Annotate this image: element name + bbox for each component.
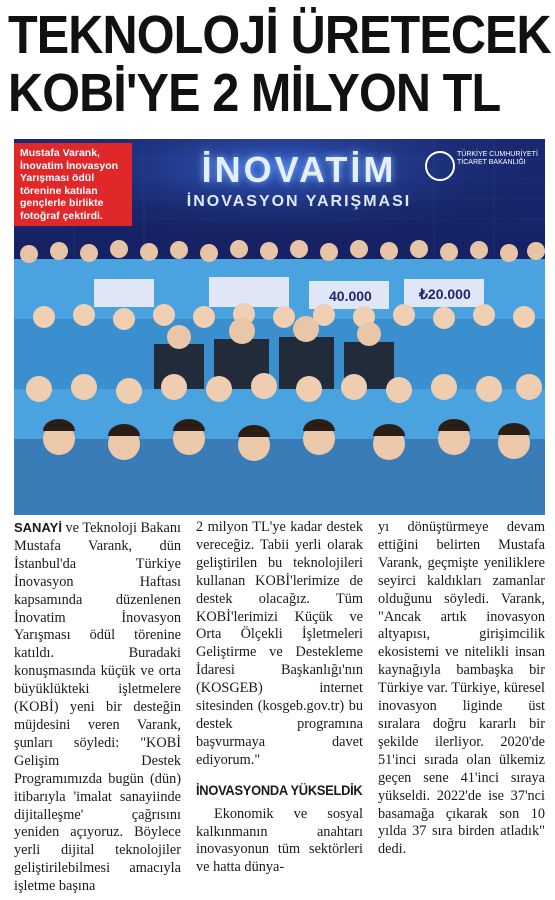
banner-subtitle: İNOVASYON YARIŞMASI (186, 193, 412, 210)
column-2-text: 2 milyon TL'ye kadar destek vereceğiz. Tabii yerli olarak geliştirilen bu teknolojileri kullanan KOBİ'lerimize de destek olacağız. Tüm KOBİ'lerimizi Küçük ve Orta Ölçekli İşletmeleri Geliştirme ve Destekleme İdaresi Başkanlığı'nın (KOSGEB) internet sitesinden (kosgeb.gov.tr) bu destek programına başvurmaya davet ediyorum." (196, 519, 363, 768)
ministry-line-2: TİCARET BAKANLIĞI (457, 159, 526, 166)
headline-line-1: TEKNOLOJİ ÜRETECEK (8, 5, 551, 65)
column-1-text: ve Teknoloji Bakanı Mustafa Varank, dün İstanbul'da Türkiye İnovasyon Haftası kapsamında düzenlenen İnovatim İnovasyon Yarışması ödül törenine katıldı. Buradaki konuşmasında küçük ve orta büyüklükteki işletmelere (KOBİ) yeni bir desteğin müjdesini veren Varank, şunları söyledi: "KOBİ Gelişim Destek Programımızda bugün (dün) itibarıyla 'imalat sanayiinde dijitalleşme' çağrısını yeniden açıyoruz. Böylece yerli dijital teknolojiler geliştirilebilmesi amacıyla işletme başına (14, 520, 181, 895)
ministry-logo (457, 151, 541, 167)
banner-title: İNOVATİM (201, 149, 397, 190)
ministry-seal-icon (425, 151, 455, 181)
svg-text:40.000: 40.000 (329, 288, 372, 304)
article-column-3 (378, 519, 545, 859)
headline-line-2: KOBİ'YE 2 MİLYON TL (8, 63, 501, 123)
column-3-text: yı dönüştürmeye devam ettiğini belirten Mustafa Varank, geçmişte yeniliklere seyirci kaldıkları zamanlar olduğunu söyledi. Varank, "Ancak artık inovasyon altyapısı, girişimcilik ekosistemi ve nitelikli insan kaynağıyla bambaşka bir Türkiye var. Türkiye, küresel inovasyon liginde üst sıralara doğru kararlı bir şekilde ilerliyor. 2020'de 51'inci sırada olan ülkemiz geçen sene 41'inci sıraya yükseldi. 2022'de ise 37'nci basamağa çıkarak son 10 yılda 37 sıra birden atladık" dedi. (378, 519, 545, 858)
article-body (14, 519, 545, 897)
article-column-2 (196, 519, 363, 877)
column-2-continued-text: Ekonomik ve sosyal kalkınmanın anahtarı inovasyonun tüm sektörleri ve hatta dünya- (196, 805, 363, 876)
photo-caption: Mustafa Varank, İnovatim İnovasyon Yarışması ödül törenine katılan gençlerle birlikte fotoğraf çektirdi. (14, 143, 132, 226)
headline (8, 5, 551, 123)
article-subhead: İNOVASYONDA YÜKSELDİK (196, 781, 363, 798)
svg-text:₺20.000: ₺20.000 (419, 286, 471, 302)
ministry-line-1: TÜRKİYE CUMHURİYETİ (457, 151, 538, 158)
lead-word: SANAYİ (14, 520, 62, 535)
article-column-1 (14, 519, 181, 896)
event-photo (14, 139, 545, 515)
